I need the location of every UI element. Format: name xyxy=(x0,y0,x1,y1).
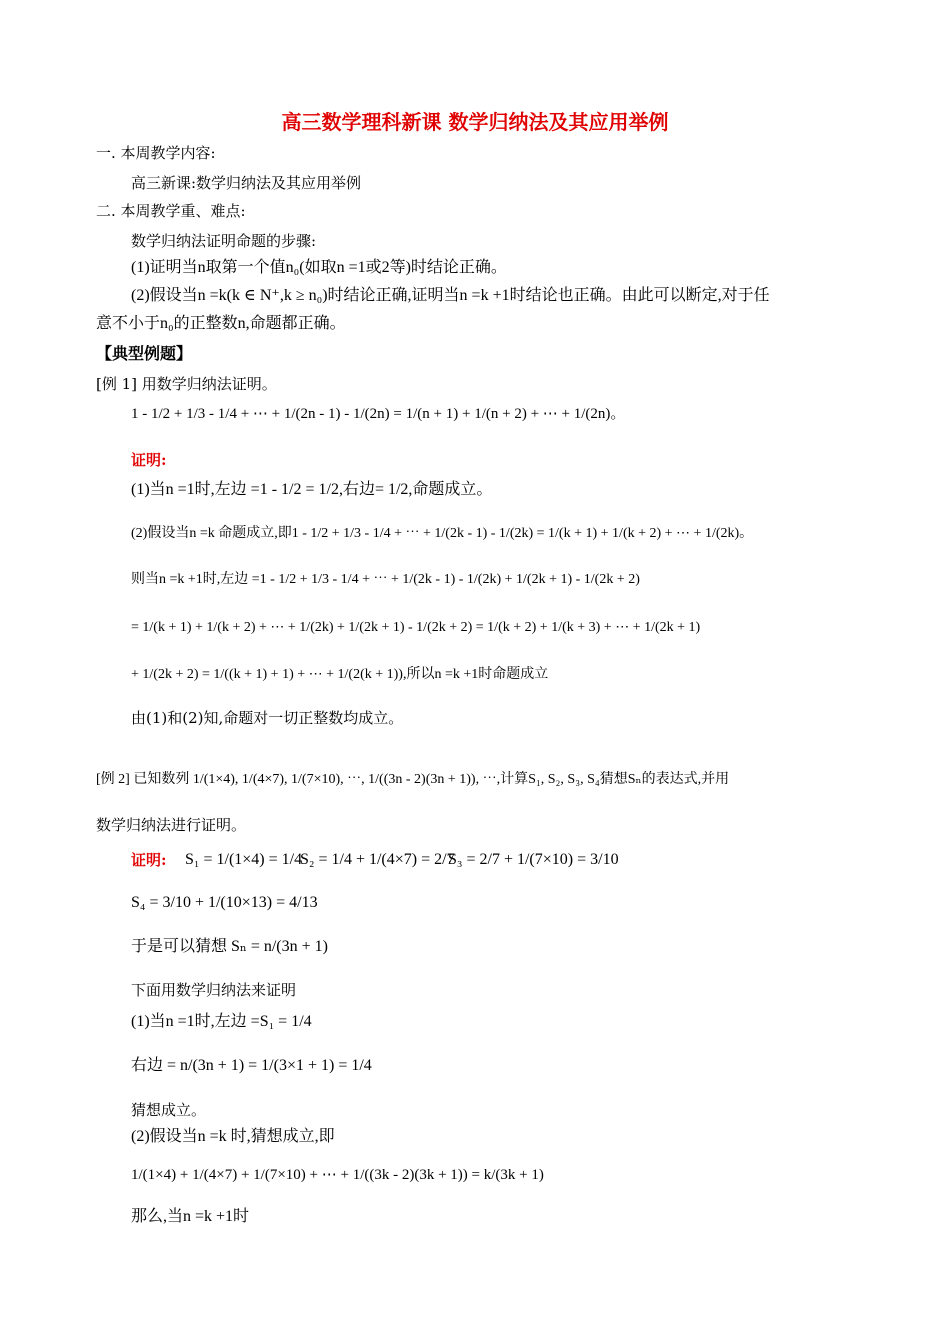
step-2-line-2: 意不小于n₀的正整数n,命题都正确。 xyxy=(96,315,346,332)
ex2-s1: S₁ = 1/(1×4) = 1/4 xyxy=(185,851,303,868)
ex2-next: 下面用数学归纳法来证明 xyxy=(131,981,297,999)
step-1: (1)证明当n取第一个值n₀(如取n =1或2等)时结论正确。 xyxy=(131,259,507,276)
ex2-s4: S₄ = 3/10 + 1/(10×13) = 4/13 xyxy=(131,894,318,911)
ex2-case-2: (2)假设当n =k 时,猜想成立,即 xyxy=(131,1128,335,1145)
ex1-conclusion: 由(1)和(2)知,命题对一切正整数均成立。 xyxy=(131,709,404,727)
steps-intro: 数学归纳法证明命题的步骤: xyxy=(131,232,317,250)
step-2-line-1: (2)假设当n =k(k ∈ N⁺,k ≥ n₀)时结论正确,证明当n =k +1时结论也正确。由此可以断定,对于任 xyxy=(131,287,770,304)
example-1-formula: 1 - 1/2 + 1/3 - 1/4 + ⋯ + 1/(2n - 1) - 1/(2n) = 1/(n + 1) + 1/(n + 2) + ⋯ + 1/(2n)。 xyxy=(131,406,626,422)
section-2-heading: 二. 本周教学重、难点: xyxy=(96,202,246,220)
ex1-proof-line-2: (2)假设当n =k 命题成立,即1 - 1/2 + 1/3 - 1/4 + ⋯ + 1/(2k - 1) - 1/(2k) = 1/(k + 1) + 1/(k + 2) + ⋯ + 1/(2k)。 xyxy=(131,526,754,541)
examples-heading: 【典型例题】 xyxy=(96,344,193,363)
ex1-proof-line-3: 则当n =k +1时,左边 =1 - 1/2 + 1/3 - 1/4 + ⋯ + 1/(2k - 1) - 1/(2k) + 1/(2k + 1) - 1/(2k + 2) xyxy=(131,572,640,587)
ex1-proof-line-1: (1)当n =1时,左边 =1 - 1/2 = 1/2,右边= 1/2,命题成立。 xyxy=(131,481,493,498)
proof-label-1: 证明: xyxy=(131,451,167,469)
ex2-case-1-right: 右边 = n/(3n + 1) = 1/(3×1 + 1) = 1/4 xyxy=(131,1057,372,1074)
ex2-case-3: 那么,当n =k +1时 xyxy=(131,1208,250,1225)
example-2-statement-line-2: 数学归纳法进行证明。 xyxy=(96,816,247,834)
ex2-case-2-formula: 1/(1×4) + 1/(4×7) + 1/(7×10) + ⋯ + 1/((3k - 2)(3k + 1)) = k/(3k + 1) xyxy=(131,1167,544,1183)
ex2-case-1: (1)当n =1时,左边 =S₁ = 1/4 xyxy=(131,1013,312,1030)
section-1-body: 高三新课:数学归纳法及其应用举例 xyxy=(131,174,362,192)
ex2-case-1-ok: 猜想成立。 xyxy=(131,1101,207,1119)
proof-label-2: 证明: xyxy=(131,851,167,869)
ex1-proof-line-4: = 1/(k + 1) + 1/(k + 2) + ⋯ + 1/(2k) + 1/(2k + 1) - 1/(2k + 2) = 1/(k + 2) + 1/(k + 3) + ⋯ + 1/(2k + 1) xyxy=(131,620,701,635)
example-2-statement-line-1: [例 2] 已知数列 1/(1×4), 1/(4×7), 1/(7×10), ⋯, 1/((3n - 2)(3n + 1)), ⋯,计算S₁, S₂, S₃, S₄猜想Sₙ的表达式,并用 xyxy=(96,772,730,787)
ex2-s2: S₂ = 1/4 + 1/(4×7) = 2/7 xyxy=(300,851,455,868)
ex2-guess: 于是可以猜想 Sₙ = n/(3n + 1) xyxy=(131,938,328,955)
example-1-statement: [例 1] 用数学归纳法证明。 xyxy=(96,375,277,393)
section-1-heading: 一. 本周教学内容: xyxy=(96,144,216,162)
ex2-s3: S₃ = 2/7 + 1/(7×10) = 3/10 xyxy=(448,851,619,868)
page-title: 高三数学理科新课 数学归纳法及其应用举例 xyxy=(281,110,669,134)
ex1-proof-line-5: + 1/(2k + 2) = 1/((k + 1) + 1) + ⋯ + 1/(2(k + 1)),所以n =k +1时命题成立 xyxy=(131,667,549,682)
